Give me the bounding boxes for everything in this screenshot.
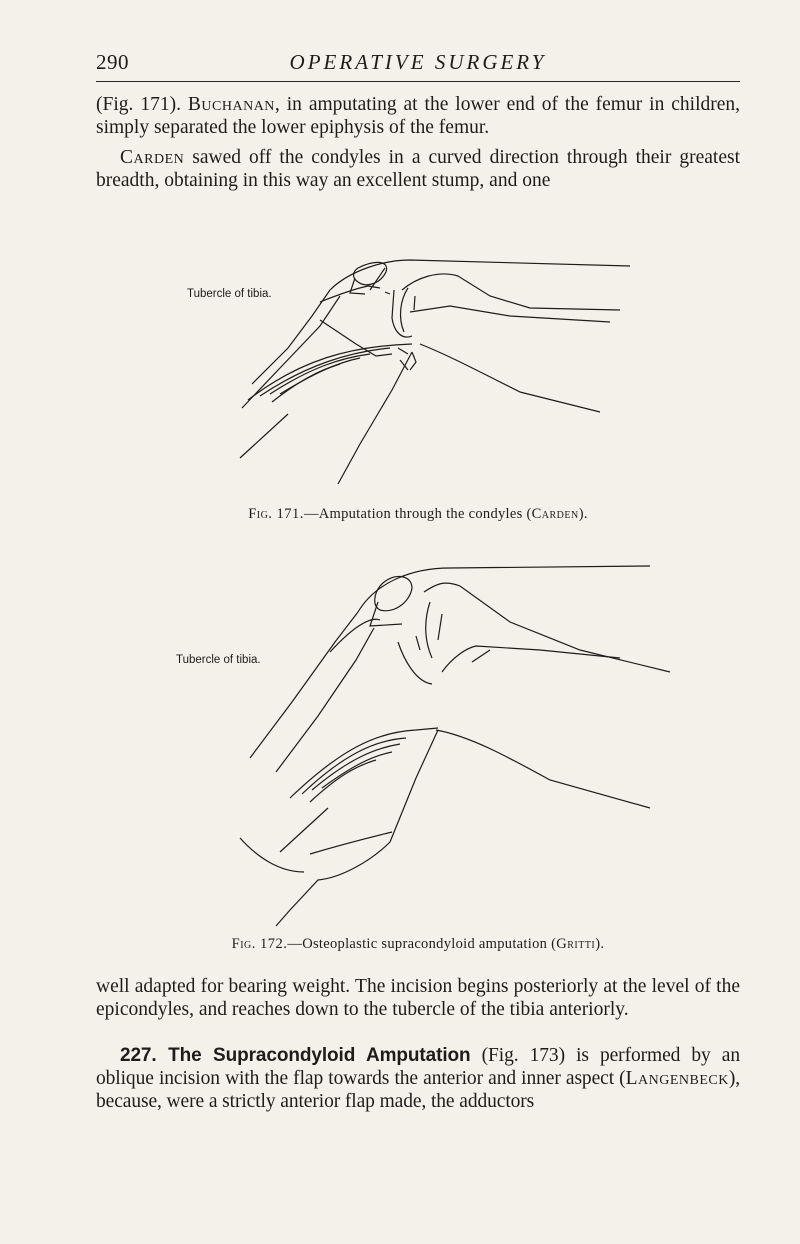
paragraph-text: sawed off the condyles in a curved direction through their greatest breadth, obtaining in this way an excellent stump, and one — [96, 147, 740, 191]
paragraph-incision — [96, 975, 740, 1021]
figure-172-drawing — [180, 562, 740, 934]
caption-suffix: ). — [595, 936, 605, 952]
figure-171-drawing — [180, 248, 650, 498]
section-heading: 227. The Supracondyloid Amputation — [120, 1045, 471, 1066]
author-name: Langenbeck — [625, 1068, 729, 1089]
paragraph-text: , in amputating at the lower end of the femur in children, simply separated the lower epiphysis of the femur. — [96, 94, 741, 138]
page-header — [96, 50, 740, 82]
paragraph-buchanan — [96, 93, 740, 139]
figure-172-caption — [96, 936, 740, 953]
caption-author: Gritti — [556, 936, 596, 952]
caption-text: —Amputation through the condyles ( — [303, 506, 532, 522]
paragraph-supracondyloid — [96, 1044, 740, 1113]
caption-text: —Osteoplastic supracondyloid amputation ( — [287, 936, 557, 952]
tubercle-of-tibia-label: Tubercle of tibia. — [187, 288, 272, 300]
paragraph-carden — [96, 146, 740, 192]
header-rule — [96, 81, 740, 82]
figure-171-caption — [96, 506, 740, 523]
figure-171 — [180, 248, 650, 498]
running-title: OPERATIVE SURGERY — [289, 50, 547, 74]
caption-suffix: ). — [578, 506, 588, 522]
paragraph-text: is performed by an oblique incision with the flap towards the anterior and inner aspect ( — [96, 1045, 740, 1089]
author-name: Carden — [120, 147, 185, 168]
tubercle-of-tibia-label: Tubercle of tibia. — [176, 654, 261, 666]
page-number: 290 — [96, 50, 129, 74]
figure-172 — [176, 562, 740, 934]
fig-reference: (Fig. 173) — [481, 1045, 565, 1066]
caption-fig-number: Fig. 171. — [248, 506, 304, 522]
author-name: Buchanan — [187, 94, 275, 115]
fig-reference: (Fig. 171). — [96, 94, 181, 115]
paragraph-text: well adapted for bearing weight. The incision begins posteriorly at the level of the epicondyles, and reaches down to the tubercle of the tibia anteriorly. — [96, 976, 740, 1020]
caption-author: Carden — [531, 506, 579, 522]
caption-fig-number: Fig. 172. — [231, 936, 288, 952]
paragraph-text: ), because, were a strictly anterior flap made, the adductors — [96, 1068, 740, 1112]
